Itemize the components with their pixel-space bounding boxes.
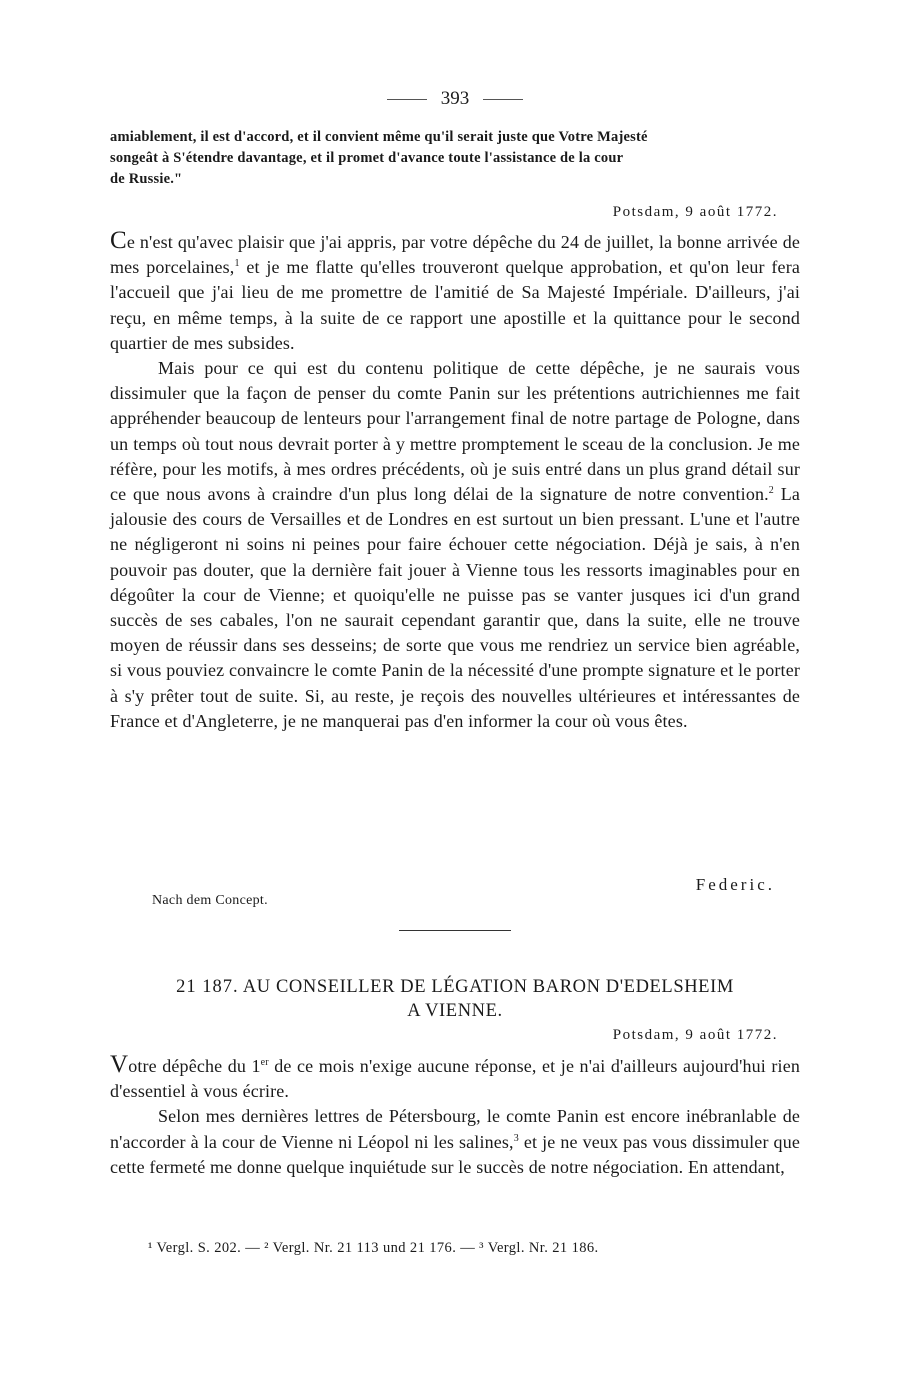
paragraph-text: La jalousie des cours de Versailles et de Londres en est surtout un bien pressant. L'une et l'autre ne négligeront ni soins ni peines pour faire échouer cette négociation. Déjà je sais, à n'en pouvoir pas douter, que la dernière fait jouer à Vienne tous les ressorts imaginables pour en dégoûter la cour de Vienne; et quoiqu'elle ne puisse pas se vanter jusques ici d'un grand succès de ses cabales, l'on ne saurait cependant garantir que, dans la suite, elle ne trouve moyen de réussir dans ses desseins; de sorte que vous me rendriez un service bien agréable, si vous pouviez convaincre le comte Panin de la nécessité d'une prompte signature et le porter à s'y prêter tout de suite. Si, au reste, je reçois des nouvelles ultérieures et intéressantes de France et d'Angleterre, je ne manquerai pas d'en informer la cour où vous êtes. [110, 484, 800, 731]
signature: Federic. [695, 875, 775, 894]
letter1-paragraph-2 [110, 356, 800, 734]
paragraph-text: et je ne veux pas vous dissimuler que cette fermeté me donne quelque inquiétude sur le succès de notre négociation. En attendant, [110, 1131, 800, 1177]
header-dash-left [387, 99, 427, 100]
section-divider [399, 930, 511, 931]
paragraph-text: Selon mes dernières lettres de Pétersbourg, le comte Panin est encore inébranlable de n'accorder à la cour de Vienne ni Léopol ni les salines, [110, 1106, 800, 1152]
letter1-paragraph-1 [110, 227, 800, 356]
paragraph-text: et je me flatte qu'elles trouveront quelque approbation, et qu'on leur fera l'accueil que j'ai lieu de me promettre de l'amitié de Sa Majesté Impériale. D'ailleurs, j'ai reçu, en même temps, à la suite de ce rapport une apostille et la quittance pour le second quartier de mes subsides. [110, 257, 800, 353]
letter2-heading-line-1 [110, 975, 800, 999]
letter2-heading-line-2: A VIENNE. [407, 1001, 503, 1021]
footnotes: ¹ Vergl. S. 202. — ² Vergl. Nr. 21 113 und 21 176. — ³ Vergl. Nr. 21 186. [148, 1240, 599, 1256]
paragraph-text: de ce mois n'exige aucune réponse, et je n'ai d'ailleurs aujourd'hui rien d'essentiel à vous écrire. [110, 1056, 800, 1102]
footnote-ref: 3 [513, 1132, 519, 1144]
letter2-paragraph-2 [110, 1104, 800, 1180]
dropcap: V [110, 1051, 129, 1078]
letter1-body [110, 227, 800, 734]
page-number: 393 [440, 88, 470, 109]
ordinal-suffix: er [260, 1057, 269, 1068]
letter-number: 21 187. [176, 977, 239, 997]
footnote-ref: 2 [768, 485, 774, 497]
page-header [110, 88, 800, 110]
continuation-line-2: songeât à S'étendre davantage, et il promet d'avance toute l'assistance de la cour [110, 150, 624, 166]
letter2-dateline: Potsdam, 9 août 1772. [612, 1027, 778, 1043]
footnote-ref: 1 [234, 258, 240, 270]
dropcap: C [110, 227, 127, 254]
continuation-line-3: de Russie." [110, 171, 183, 187]
continuation-line-1: amiablement, il est d'accord, et il convient même qu'il serait juste que Votre Majesté [110, 129, 648, 145]
paragraph-text: Mais pour ce qui est du contenu politique de cette dépêche, je ne saurais vous dissimuler que la façon de penser du comte Panin sur les prétentions autrichiennes me fait appréhender beaucoup de lenteurs pour l'arrangement final de notre partage de Pologne, dans un temps où tout nous devrait porter à y mettre promptement le sceau de la conclusion. Je me réfère, pour les motifs, à mes ordres précédents, où je suis entré dans un plus grand détail sur ce que nous avons à craindre d'un plus long délai de la signature de notre convention. [110, 358, 800, 505]
letter1-dateline: Potsdam, 9 août 1772. [612, 204, 778, 220]
paragraph-text: otre dépêche du 1 [128, 1056, 261, 1076]
header-dash-right [483, 99, 523, 100]
letter2-body [110, 1051, 800, 1180]
letter2-paragraph-1 [110, 1051, 800, 1104]
paragraph-text: e n'est qu'avec plaisir que j'ai appris, par votre dépêche du 24 de juillet, la bonne arrivée de mes porcelaines, [110, 232, 800, 278]
source-note: Nach dem Concept. [152, 893, 268, 908]
letter-addressee: AU CONSEILLER DE LÉGATION BARON D'EDELSHEIM [242, 977, 734, 997]
